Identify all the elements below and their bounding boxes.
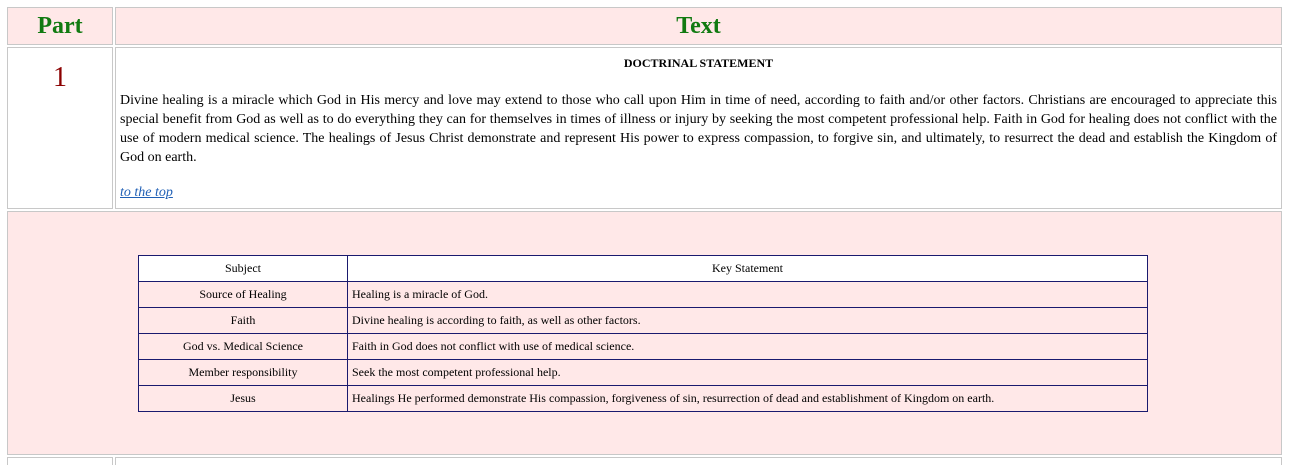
subject-cell: Source of Healing (139, 282, 348, 308)
table-row (139, 360, 1148, 386)
section-title: DOCTRINAL STATEMENT (623, 56, 774, 70)
text-column-header: Text (115, 7, 1282, 45)
table-row (139, 308, 1148, 334)
statement-cell: Divine healing is according to faith, as well as other factors. (348, 308, 1148, 334)
section-text-cell (115, 47, 1282, 209)
key-table-container (7, 211, 1282, 455)
statement-cell: Faith in God does not conflict with use of medical science. (348, 334, 1148, 360)
subject-cell: Faith (139, 308, 348, 334)
statement-cell: Healings He performed demonstrate His compassion, forgiveness of sin, resurrection of dead and establishment of Kingdom on earth. (348, 386, 1148, 412)
section-body: Divine healing is a miracle which God in His mercy and love may extend to those who call upon Him in time of need, according to faith and/or other factors. Christians are encouraged to appreciate this special benefit from God as well as to do everything they can for themselves in times of illness or injury by seeking the most competent professional help. Faith in God for healing does not conflict with the use of modern medical science. The healings of Jesus Christ demonstrate and represent His power to express compassion, to forgive sin, and ultimately, to resurrect the dead and establish the Kingdom of God on earth. (120, 93, 1277, 165)
section-row (7, 47, 1282, 209)
subject-cell: Jesus (139, 386, 348, 412)
subject-column-header: Subject (139, 256, 348, 282)
next-part-cell (7, 457, 113, 465)
subject-cell: God vs. Medical Science (139, 334, 348, 360)
part-number: 1 (7, 47, 113, 209)
table-row (139, 386, 1148, 412)
statement-cell: Healing is a miracle of God. (348, 282, 1148, 308)
part-column-header: Part (7, 7, 113, 45)
key-table-header (139, 256, 1148, 282)
statement-cell: Seek the most competent professional help. (348, 360, 1148, 386)
table-row (139, 334, 1148, 360)
to-the-top-link[interactable]: to the top (120, 185, 173, 200)
statement-column-header: Key Statement (348, 256, 1148, 282)
key-statement-table (138, 255, 1148, 412)
doctrine-table (5, 5, 1284, 465)
table-row (139, 282, 1148, 308)
next-section-row (7, 457, 1282, 465)
subject-cell: Member responsibility (139, 360, 348, 386)
next-text-cell (115, 457, 1282, 465)
key-table-row (7, 211, 1282, 455)
header-row (7, 7, 1282, 45)
